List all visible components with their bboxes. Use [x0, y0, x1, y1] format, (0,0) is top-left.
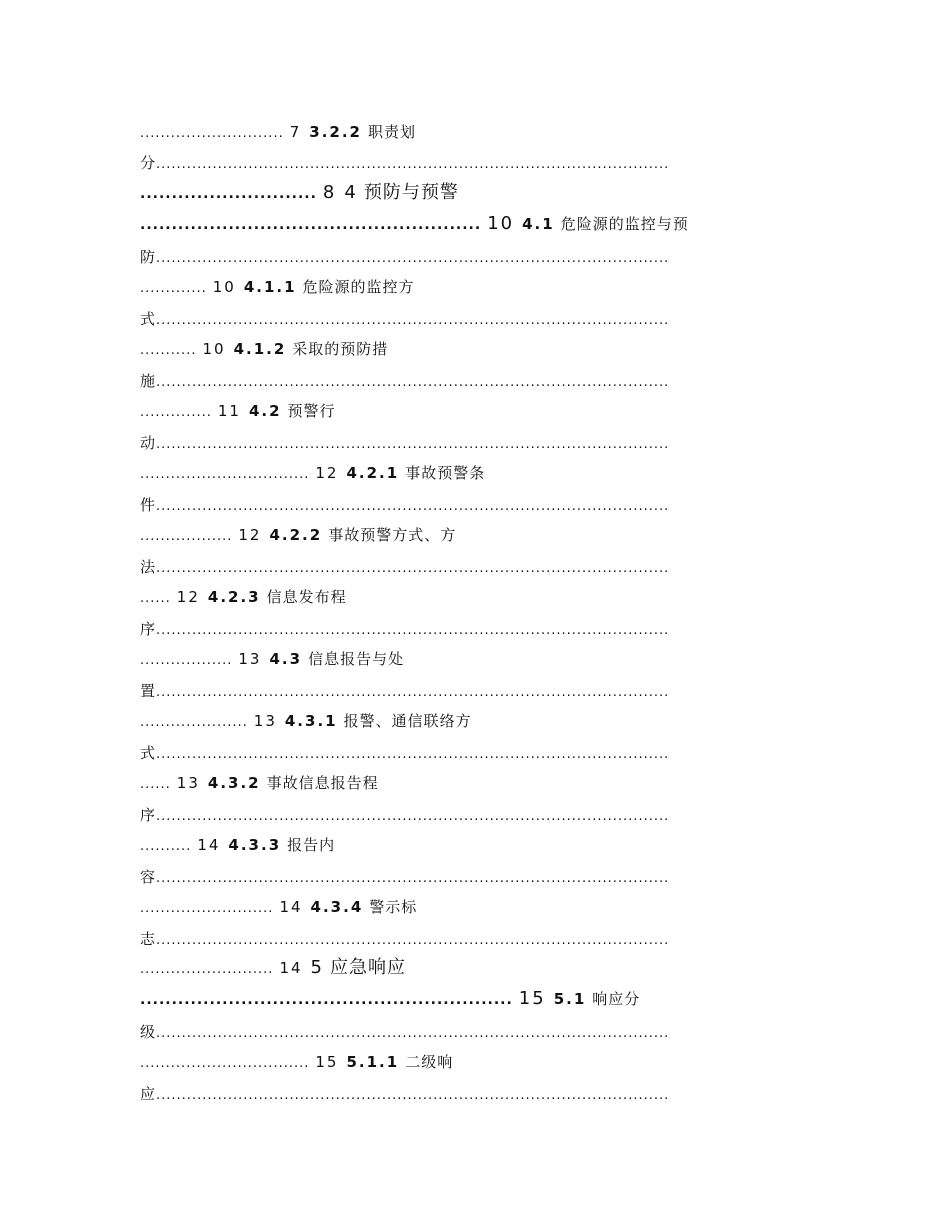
page-number: 15 [518, 988, 546, 1009]
section-title: 事故预警条 [405, 464, 486, 482]
toc-title-line [140, 493, 806, 517]
leader-dots: .................................................................................................... [156, 1026, 670, 1041]
page-number: 14 [279, 959, 303, 977]
toc-title-line [140, 555, 806, 579]
toc-entry-line [140, 833, 806, 857]
toc-title-line [140, 927, 806, 951]
section-number: 4.3.1 [284, 712, 338, 730]
section-number: 4.2.1 [346, 464, 400, 482]
section-title: 信息报告与处 [308, 650, 405, 668]
section-title-end: 容 [140, 868, 157, 886]
leader-dots: .................................................................................................... [156, 499, 670, 514]
leader-dots: .......................... [140, 962, 274, 977]
leader-dots: ................................. [140, 1056, 310, 1071]
page-number: 14 [197, 836, 221, 854]
section-number: 4.1 [522, 215, 555, 233]
page-number: 14 [279, 898, 303, 916]
leader-dots: ........... [140, 343, 197, 358]
page-number: 15 [315, 1053, 339, 1071]
toc-title-line [140, 803, 806, 827]
section-number: 3.2.2 [309, 123, 362, 141]
toc-entry-line [140, 212, 806, 236]
section-title: 采取的预防措 [292, 340, 389, 358]
section-title-end: 法 [140, 558, 157, 576]
section-title-end: 施 [140, 372, 157, 390]
leader-dots: ............................ [140, 126, 284, 141]
toc-entry-line [140, 987, 806, 1011]
leader-dots: ............. [140, 281, 207, 296]
section-number: 4.3.3 [228, 836, 282, 854]
section-title-end: 应 [140, 1085, 157, 1103]
section-title-end: 序 [140, 806, 157, 824]
leader-dots: .................. [140, 653, 233, 668]
toc-entry-line [140, 771, 806, 795]
page-number: 12 [238, 526, 262, 544]
leader-dots: ............................ [140, 186, 317, 202]
section-title-end: 动 [140, 434, 157, 452]
section-number: 5.1.1 [346, 1053, 400, 1071]
leader-dots: .................................................................................................... [156, 157, 670, 172]
section-title: 二级响 [405, 1053, 454, 1071]
toc-title-line [140, 1020, 806, 1044]
leader-dots: .................................................................................................... [156, 747, 670, 762]
section-number: 4.2.2 [269, 526, 323, 544]
leader-dots: ...... [140, 777, 171, 792]
toc-title-line [140, 741, 806, 765]
section-title-end: 式 [140, 310, 157, 328]
page-number: 13 [176, 774, 200, 792]
toc-title-line [140, 369, 806, 393]
leader-dots: .................................................................................................... [156, 871, 670, 886]
page-number: 13 [238, 650, 262, 668]
section-number: 4.1.1 [243, 278, 297, 296]
toc-entry-line [140, 337, 806, 361]
page-number: 12 [315, 464, 339, 482]
leader-dots: .............. [140, 405, 212, 420]
section-title-end: 置 [140, 682, 157, 700]
section-title-end: 分 [140, 154, 157, 172]
toc-title-line [140, 1082, 806, 1106]
section-title: 警示标 [369, 898, 418, 916]
page-number: 10 [212, 278, 236, 296]
section-title: 危险源的监控方 [302, 278, 415, 296]
toc-title-line [140, 617, 806, 641]
section-title: 预警行 [287, 402, 336, 420]
leader-dots: .................................................................................................... [156, 251, 670, 266]
section-title: 预防与预警 [363, 182, 459, 203]
toc-title-line [140, 431, 806, 455]
toc-entry-line [140, 181, 806, 205]
toc-entry-line [140, 709, 806, 733]
section-title-end: 级 [140, 1023, 157, 1041]
section-number: 4.3.4 [310, 898, 364, 916]
section-title: 报告内 [287, 836, 336, 854]
leader-dots: ..................... [140, 715, 248, 730]
leader-dots: .................................................................................................... [156, 1088, 670, 1103]
section-number: 4.3 [269, 650, 303, 668]
section-number: 4.1.2 [233, 340, 287, 358]
page-number: 12 [176, 588, 200, 606]
leader-dots: .................................................................................................... [156, 375, 670, 390]
section-number: 4.2.3 [207, 588, 261, 606]
section-number: 5 [310, 957, 324, 978]
toc-entry-line [140, 523, 806, 547]
toc-entry-line [140, 585, 806, 609]
page-number: 8 [322, 182, 337, 203]
toc-entry-line [140, 895, 806, 919]
toc-entry-line [140, 120, 806, 144]
page-number: 11 [217, 402, 241, 420]
section-number: 5.1 [553, 990, 587, 1008]
toc-title-line [140, 151, 806, 175]
leader-dots: .................................................................................................... [156, 809, 670, 824]
toc-entry-line [140, 647, 806, 671]
leader-dots: ................................. [140, 467, 310, 482]
section-title-end: 件 [140, 496, 157, 514]
section-title-end: 志 [140, 930, 157, 948]
leader-dots: .................................................................................................... [156, 561, 670, 576]
section-title: 响应分 [592, 990, 641, 1008]
section-title: 事故信息报告程 [266, 774, 379, 792]
toc-title-line [140, 245, 806, 269]
toc-title-line [140, 865, 806, 889]
leader-dots: .................................................................................................... [156, 685, 670, 700]
leader-dots: ...................................................... [140, 217, 482, 233]
section-title: 危险源的监控与预 [560, 215, 689, 233]
leader-dots: .......................... [140, 901, 274, 916]
section-title-end: 序 [140, 620, 157, 638]
page-number: 10 [487, 213, 515, 234]
section-number: 4.2 [248, 402, 282, 420]
leader-dots: .................. [140, 529, 233, 544]
toc-title-line [140, 307, 806, 331]
page-number: 10 [202, 340, 226, 358]
leader-dots: ...... [140, 591, 171, 606]
leader-dots: .................................................................................................... [156, 933, 670, 948]
section-title: 信息发布程 [266, 588, 347, 606]
section-title: 应急响应 [330, 957, 406, 978]
leader-dots: ........................................................... [140, 992, 513, 1008]
page-number: 7 [289, 123, 302, 141]
section-number: 4 [344, 182, 358, 203]
leader-dots: .......... [140, 839, 192, 854]
section-title-end: 式 [140, 744, 157, 762]
section-title: 报警、通信联络方 [343, 712, 472, 730]
toc-entry-line [140, 399, 806, 423]
toc-entry-line [140, 461, 806, 485]
toc-title-line [140, 679, 806, 703]
section-title-end: 防 [140, 248, 157, 266]
page-number: 13 [253, 712, 277, 730]
toc-entry-line [140, 956, 806, 980]
toc-entry-line [140, 1050, 806, 1074]
section-number: 4.3.2 [207, 774, 261, 792]
section-title: 事故预警方式、方 [328, 526, 457, 544]
leader-dots: .................................................................................................... [156, 437, 670, 452]
leader-dots: .................................................................................................... [156, 313, 670, 328]
leader-dots: .................................................................................................... [156, 623, 670, 638]
section-title: 职责划 [367, 123, 416, 141]
toc-entry-line [140, 275, 806, 299]
